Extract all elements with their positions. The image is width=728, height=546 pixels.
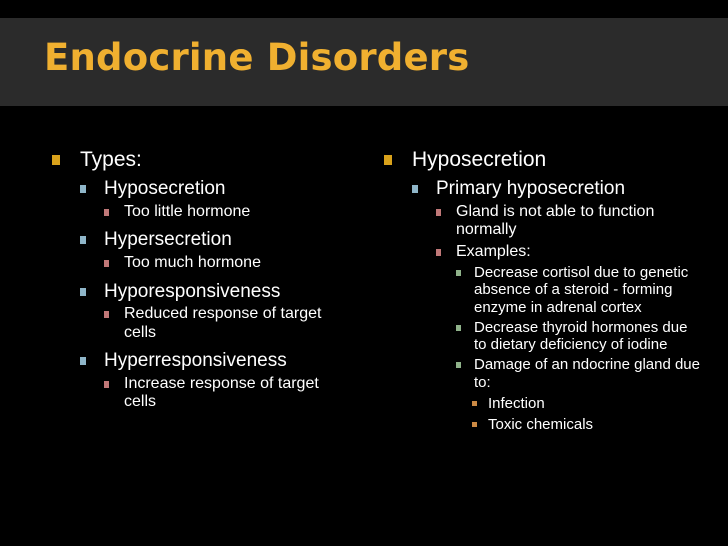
type-hyporesponsiveness-detail: Reduced response of target cells: [104, 305, 352, 342]
types-heading: Types:: [52, 148, 352, 172]
example-gland-damage: Damage of an ndocrine gland due to:: [456, 356, 704, 391]
cause-toxic-chemicals: Toxic chemicals: [472, 416, 704, 433]
type-hyporesponsiveness: Hyporesponsiveness: [80, 281, 352, 303]
right-column: [384, 148, 704, 433]
type-hyperresponsiveness: Hyperresponsiveness: [80, 350, 352, 372]
hyposecretion-heading: Hyposecretion: [384, 148, 704, 172]
type-hyposecretion: Hyposecretion: [80, 178, 352, 200]
slide-title: Endocrine Disorders: [44, 36, 470, 79]
cause-infection: Infection: [472, 395, 704, 412]
example-thyroid: Decrease thyroid hormones due to dietary deficiency of iodine: [456, 319, 704, 354]
type-hyposecretion-detail: Too little hormone: [104, 203, 352, 221]
point-gland-function: Gland is not able to function normally: [436, 203, 704, 240]
example-cortisol: Decrease cortisol due to genetic absence of a steroid - forming enzyme in adrenal cortex: [456, 264, 704, 316]
left-column: [52, 148, 352, 412]
primary-hyposecretion: Primary hyposecretion: [412, 178, 704, 200]
point-examples: Examples:: [436, 243, 704, 261]
type-hyperresponsiveness-detail: Increase response of target cells: [104, 375, 352, 412]
type-hypersecretion-detail: Too much hormone: [104, 254, 352, 272]
type-hypersecretion: Hypersecretion: [80, 229, 352, 251]
